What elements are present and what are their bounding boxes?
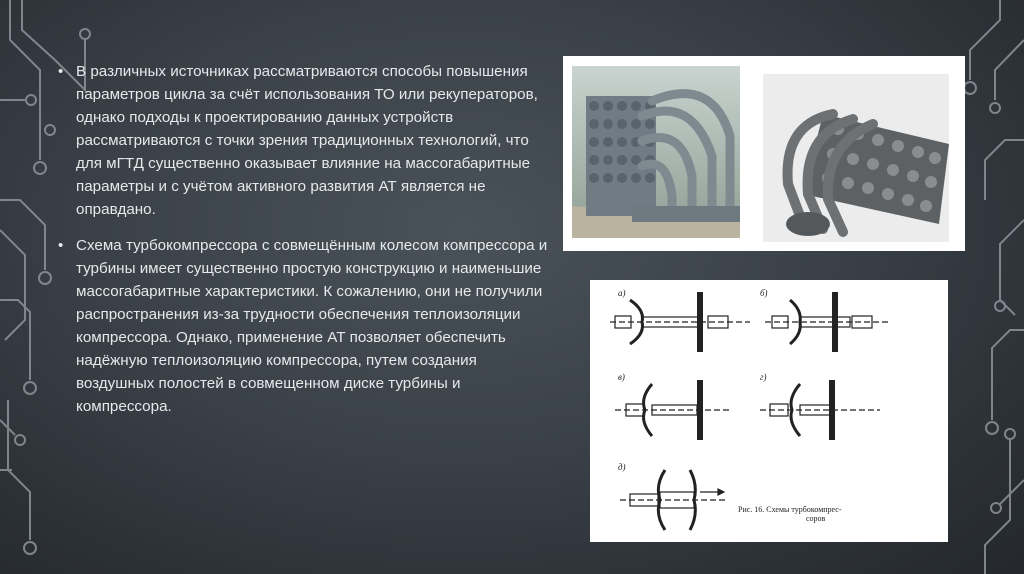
scheme-label-a: а) xyxy=(618,288,626,298)
heat-exchanger-photo-1 xyxy=(572,66,740,238)
heat-exchanger-photo-2 xyxy=(763,74,949,242)
bullet-item-2 xyxy=(56,234,556,418)
scheme-a xyxy=(610,292,750,352)
scheme-g xyxy=(760,380,880,440)
caption-line-1: Рис. 16. Схемы турбокомпрес- xyxy=(738,505,842,514)
scheme-label-g: г) xyxy=(760,372,767,382)
scheme-v xyxy=(615,380,730,440)
bullet-item-1 xyxy=(56,60,556,221)
scheme-b xyxy=(765,292,890,352)
scheme-d xyxy=(620,470,725,530)
bullet-marker: • xyxy=(58,237,64,254)
caption-line-2: соров xyxy=(806,514,826,523)
turbocompressor-schemes xyxy=(590,280,948,542)
heat-exchanger-photos xyxy=(563,56,965,251)
bullet-text: Схема турбокомпрессора с совмещённым колесом компрессора и турбины имеет существенно простую конструкцию и наименьшие массогабаритные характеристики. К сожалению, они не получили распространения из-за трудности обеспечения теплоизоляции компрессора. Однако, применение АТ позволяет обеспечить надёжную теплоизоляцию компрессора, путем создания воздушных полостей в совмещенном диске турбины и компрессора. xyxy=(76,237,548,415)
text-content xyxy=(56,60,556,431)
figure-caption xyxy=(738,505,938,523)
scheme-label-d: д) xyxy=(618,462,626,472)
bullet-text: В различных источниках рассматриваются способы повышения параметров цикла за счёт использования ТО или рекуператоров, однако подходы к проектированию данных устройств рассматриваются с точки зрения традиционных технологий, что для мГТД существенно оказывает влияние на массогабаритные параметры и с учётом активного развития АТ является не оправдано. xyxy=(76,63,538,218)
bullet-marker: • xyxy=(58,63,64,80)
scheme-label-v: в) xyxy=(618,372,625,382)
scheme-label-b: б) xyxy=(760,288,768,298)
